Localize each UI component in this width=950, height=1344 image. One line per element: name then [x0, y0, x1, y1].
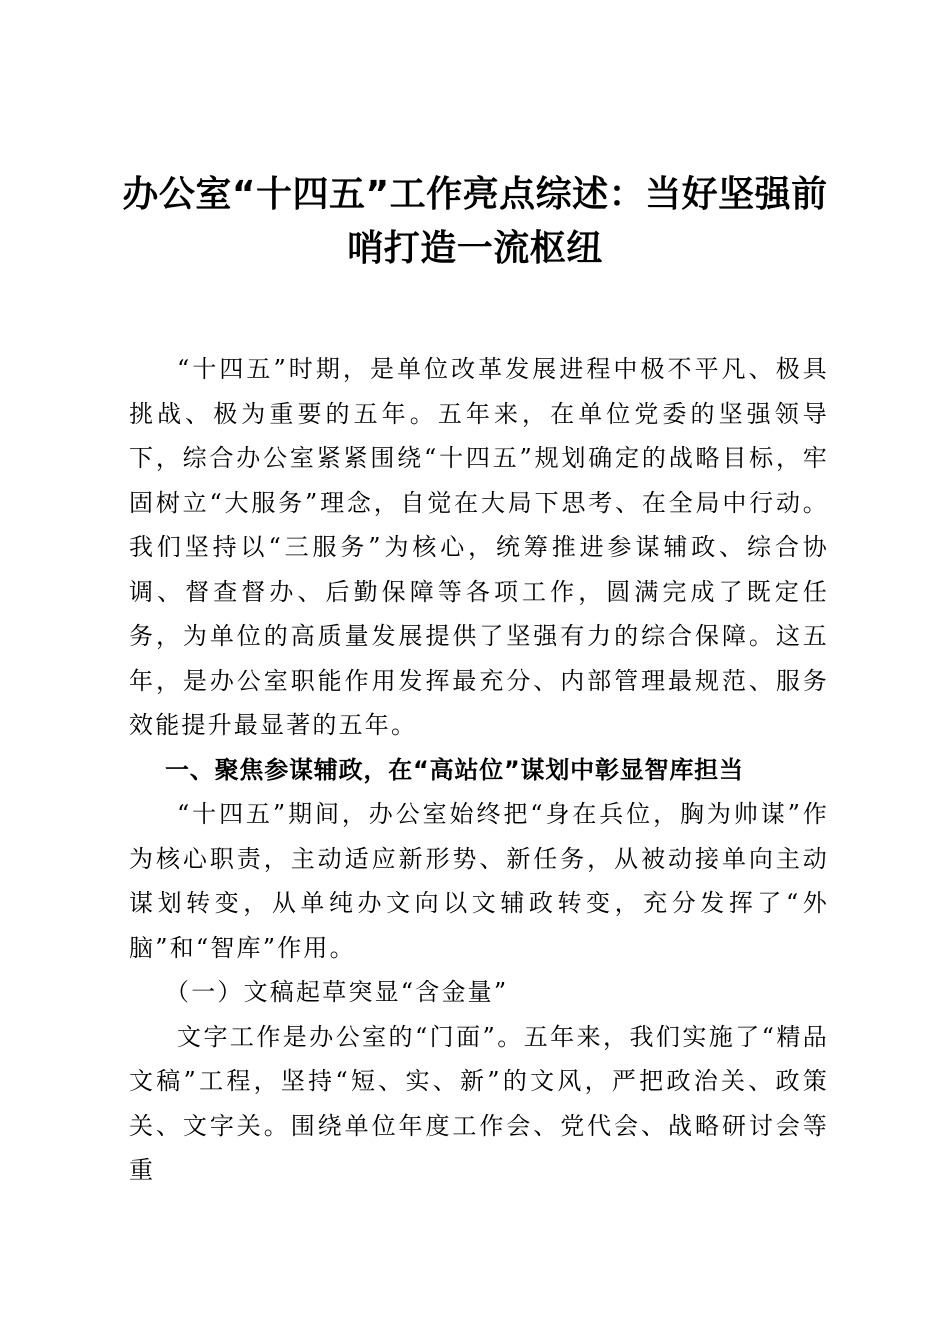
- subsection-paragraph: 文字工作是办公室的“门面”。五年来，我们实施了“精品文稿”工程，坚持“短、实、新”的文风，严把政治关、政策关、文字关。围绕单位年度工作会、党代会、战略研讨会等重: [129, 1022, 829, 1184]
- title-line-2: 哨打造一流枢纽: [347, 228, 603, 269]
- document-body: [129, 347, 829, 1193]
- intro-paragraph: “十四五”时期，是单位改革发展进程中极不平凡、极具挑战、极为重要的五年。五年来，在单位党委的坚强领导下，综合办公室紧紧围绕“十四五”规划确定的战略目标，牢固树立“大服务”理念，自觉在大局下思考、在全局中行动。我们坚持以“三服务”为核心，统筹推进参谋辅政、综合协调、督查督办、后勤保障等各项工作，圆满完成了既定任务，为单位的高质量发展提供了坚强有力的综合保障。这五年，是办公室职能作用发挥最充分、内部管理最规范、服务效能提升最显著的五年。: [129, 355, 829, 739]
- title-line-1: 办公室“十四五”工作亮点综述：当好坚强前: [122, 174, 828, 215]
- subsection-heading: （一）文稿起草突显“含金量”: [165, 978, 509, 1006]
- section-heading: 一、聚焦参谋辅政，在“高站位”谋划中彰显智库担当: [165, 755, 744, 784]
- document-title: [110, 168, 840, 276]
- section-paragraph: “十四五”期间，办公室始终把“身在兵位，胸为帅谋”作为核心职责，主动适应新形势、新任务，从被动接单向主动谋划转变，从单纯办文向以文辅政转变，充分发挥了“外脑”和“智库”作用。: [129, 800, 829, 962]
